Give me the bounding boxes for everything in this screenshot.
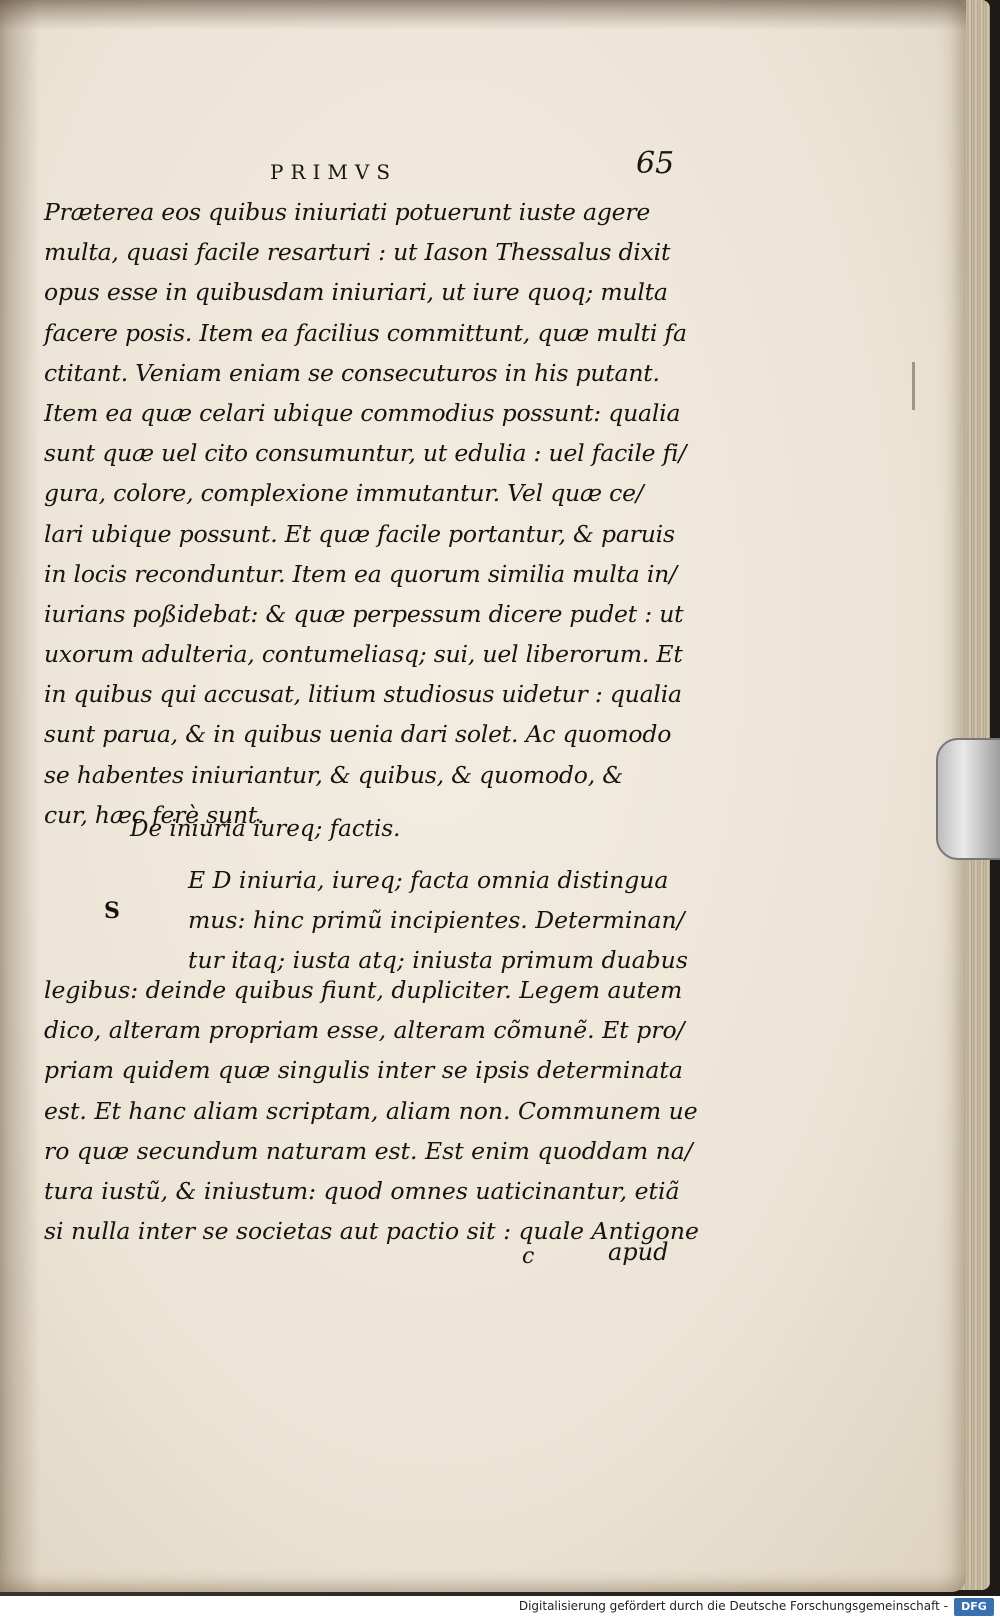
spine-shadow: [0, 0, 40, 1592]
text-line: in locis reconduntur. Item ea quorum similia multa in/: [44, 559, 677, 588]
text-line: sunt parua, & in quibus uenia dari solet. Ac quomodo: [44, 720, 672, 749]
drop-initial-letter: S: [104, 898, 120, 924]
section-heading: De iniuria iureq; factis.: [130, 816, 401, 842]
text-line: facere posis. Item ea facilius committunt, quæ multi fa: [44, 318, 687, 347]
footer-credit: Digitalisierung gefördert durch die Deutsche Forschungsgemeinschaft -: [518, 1599, 948, 1613]
dfg-logo: DFG: [954, 1598, 994, 1616]
catchword: apud: [608, 1238, 669, 1266]
text-line: dico, alteram propriam esse, alteram cõmunẽ. Et pro/: [44, 1016, 685, 1045]
text-line: Præterea eos quibus iniuriati potuerunt iuste agere: [44, 198, 651, 226]
text-line: in quibus qui accusat, litium studiosus uidetur : qualia: [44, 680, 682, 709]
text-line: sunt quæ uel cito consumuntur, ut edulia : uel facile fi/: [44, 439, 687, 468]
body-text: [44, 192, 687, 835]
text-line: gura, colore, complexione immutantur. Vel quæ ce/: [44, 479, 644, 508]
running-head-title: PRIMVS: [270, 160, 398, 184]
page-number: 65: [636, 146, 675, 181]
text-line: se habentes iniuriantur, & quibus, & quomodo, &: [44, 760, 623, 789]
text-line: iurians poßidebat: & quæ perpessum dicere pudet : ut: [44, 599, 684, 628]
text-line: si nulla inter se societas aut pactio sit : quale Antigone: [44, 1217, 699, 1246]
signature-mark: c: [522, 1244, 535, 1269]
book-clasp: [936, 738, 1000, 860]
text-line: opus esse in quibusdam iniuriari, ut iure quoq; multa: [44, 278, 668, 307]
text-line: ro quæ secundum naturam est. Est enim quoddam na/: [44, 1136, 693, 1165]
text-line: est. Et hanc aliam scriptam, aliam non. Communem ue: [44, 1096, 698, 1125]
footer-bar: [0, 1596, 1000, 1620]
top-shadow: [0, 0, 966, 30]
text-line: mus: hinc primũ incipientes. Determinan/: [188, 906, 685, 935]
text-line: multa, quasi facile resarturi : ut Iason Thessalus dixit: [44, 238, 671, 267]
text-line: lari ubique possunt. Et quæ facile portantur, & paruis: [44, 519, 675, 548]
text-line: Item ea quæ celari ubique commodius possunt: qualia: [44, 398, 681, 427]
text-line: priam quidem quæ singulis inter se ipsis determinata: [44, 1056, 683, 1085]
text-line: uxorum adulteria, contumeliasq; sui, uel liberorum. Et: [44, 640, 683, 669]
text-line: legibus: deinde quibus fiunt, dupliciter. Legem autem: [44, 976, 683, 1004]
margin-pencil-mark: [912, 362, 915, 410]
text-line: tur itaq; iusta atq; iniusta primum duabus: [188, 946, 688, 975]
text-line: cur, hæc ferè sunt.: [44, 800, 265, 829]
body-text-continued: [44, 970, 699, 1251]
text-line: tura iustũ, & iniustum: quod omnes uaticinantur, etiã: [44, 1176, 680, 1205]
indented-opening-text: [188, 860, 688, 981]
text-line: E D iniuria, iureq; facta omnia distingua: [188, 866, 669, 894]
text-line: ctitant. Veniam eniam se consecuturos in his putant.: [44, 358, 660, 387]
